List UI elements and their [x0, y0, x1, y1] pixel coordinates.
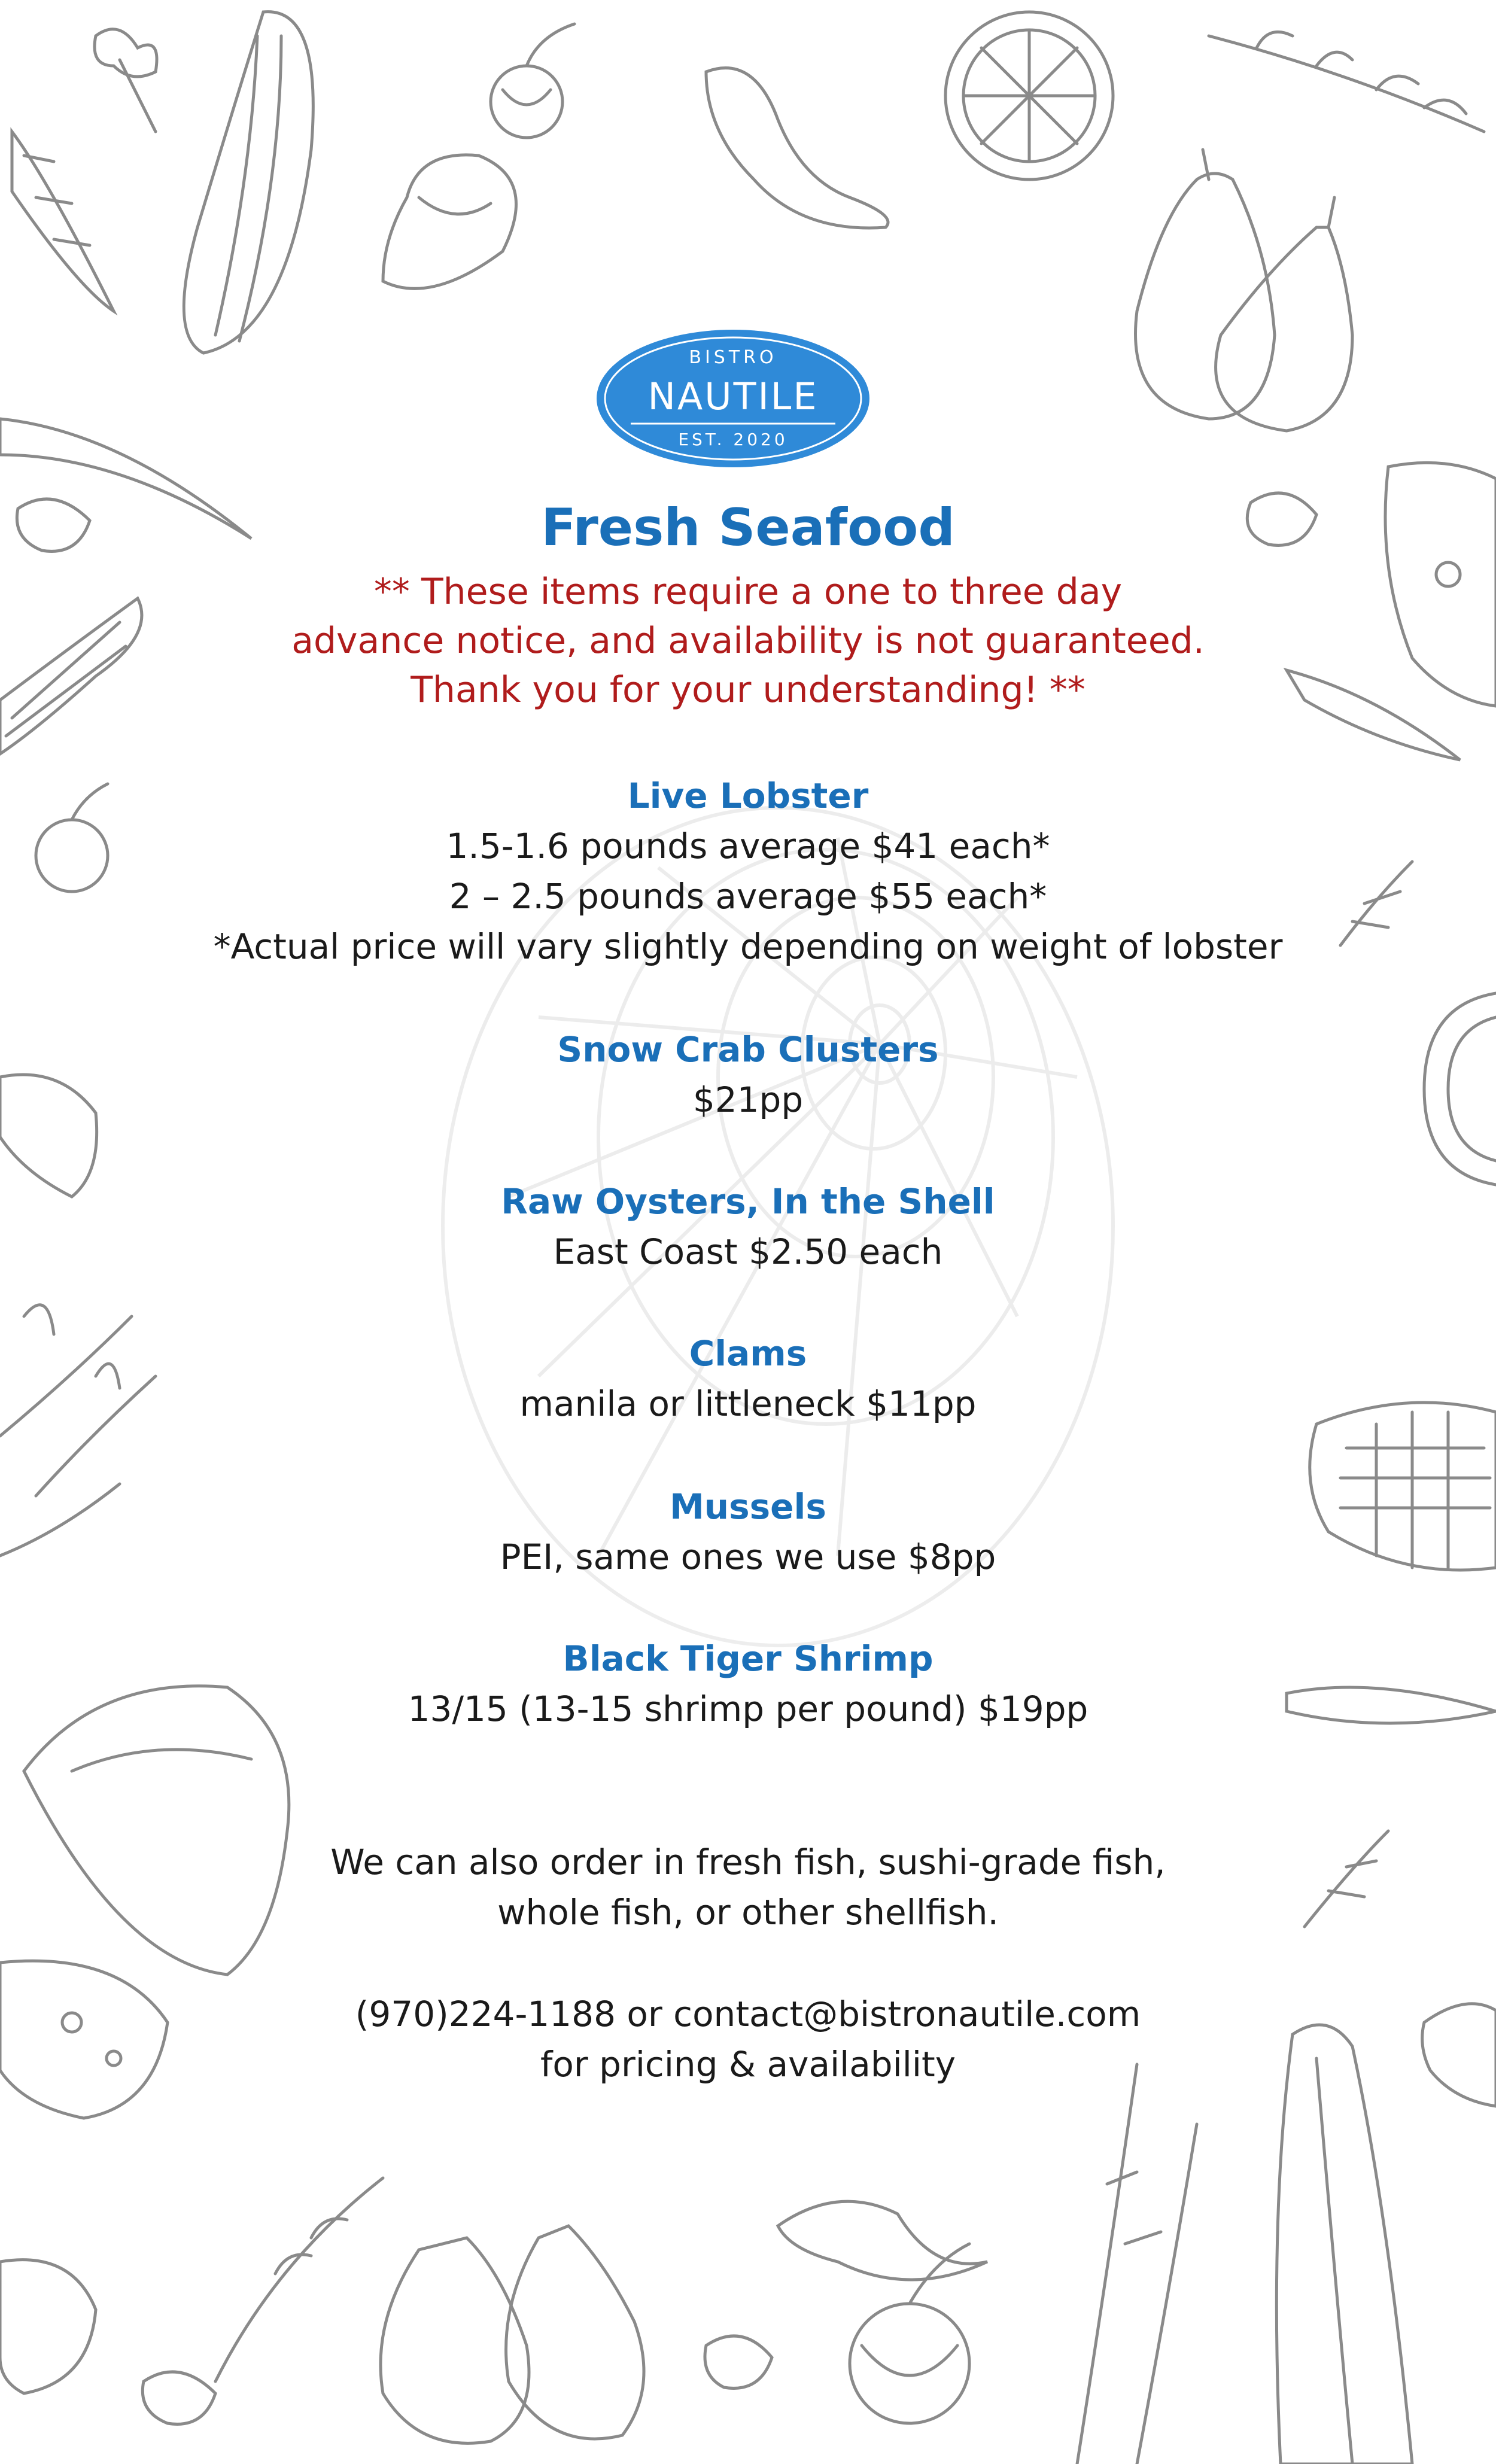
price-line: 1.5-1.6 pounds average $41 each* — [446, 826, 1050, 866]
bistro-nautile-logo — [595, 328, 871, 469]
notice-line: advance notice, and availability is not guaranteed. — [291, 620, 1205, 662]
order-line: whole fish, or other shellfish. — [497, 1892, 999, 1933]
section-raw-oysters — [0, 1176, 1496, 1277]
section-heading: Black Tiger Shrimp — [562, 1638, 934, 1679]
notice-line: ** These items require a one to three day — [373, 571, 1123, 613]
price-line: PEI, same ones we use $8pp — [500, 1537, 996, 1577]
price-line: 13/15 (13-15 shrimp per pound) $19pp — [408, 1689, 1088, 1729]
price-line: manila or littleneck $11pp — [519, 1383, 977, 1424]
section-live-lobster — [0, 771, 1496, 972]
special-order-info — [0, 1837, 1496, 1937]
section-heading: Raw Oysters, In the Shell — [501, 1181, 995, 1222]
section-heading: Mussels — [670, 1486, 826, 1527]
price-line: $21pp — [692, 1079, 804, 1120]
logo-established-text: EST. 2020 — [678, 430, 788, 449]
section-mussels — [0, 1482, 1496, 1582]
contact-line: for pricing & availability — [540, 2044, 956, 2085]
section-heading: Live Lobster — [627, 775, 869, 816]
section-snow-crab — [0, 1024, 1496, 1125]
price-note: *Actual price will vary slightly depending on weight of lobster — [213, 926, 1283, 967]
section-heading: Snow Crab Clusters — [557, 1029, 939, 1070]
section-heading: Clams — [689, 1333, 807, 1374]
logo-top-text: BISTRO — [689, 347, 777, 368]
contact-info — [0, 1989, 1496, 2089]
order-line: We can also order in fresh fish, sushi-grade fish, — [330, 1842, 1166, 1882]
notice-line: Thank you for your understanding! ** — [411, 669, 1085, 711]
logo-name: NAUTILE — [647, 375, 819, 418]
price-line: East Coast $2.50 each — [553, 1231, 943, 1272]
section-black-tiger-shrimp — [0, 1633, 1496, 1734]
section-clams — [0, 1328, 1496, 1429]
contact-line: (970)224-1188 or contact@bistronautile.com — [355, 1994, 1141, 2034]
page-title: Fresh Seafood — [541, 498, 955, 558]
advance-notice — [0, 567, 1496, 714]
price-line: 2 – 2.5 pounds average $55 each* — [449, 876, 1047, 917]
